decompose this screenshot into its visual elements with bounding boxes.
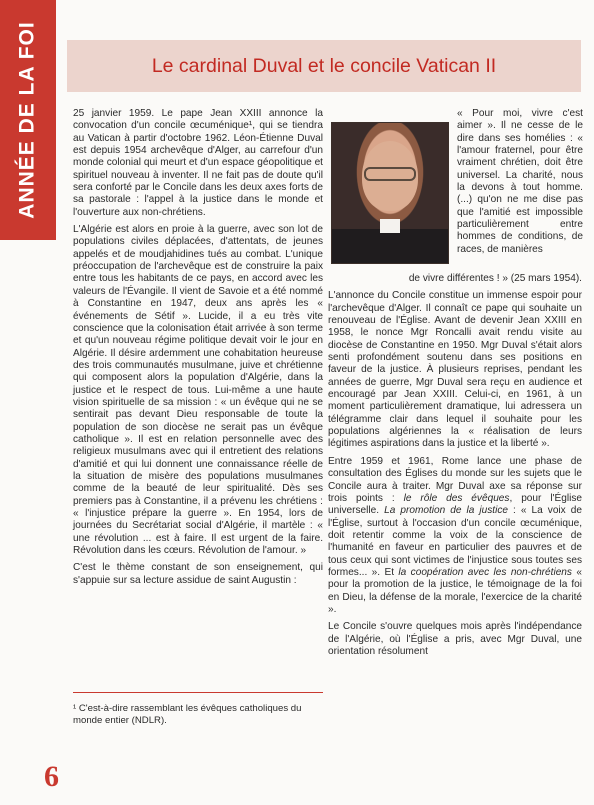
paragraph: Le Concile s'ouvre quelques mois après l'indépendance de l'Algérie, où l'Église a pris, avec Mgr Duval, une orientation résolument: [328, 621, 582, 657]
cassock: [332, 229, 448, 263]
clerical-collar: [380, 219, 400, 233]
section-label: ANNÉE DE LA FOI: [16, 21, 39, 219]
section-sidebar: [0, 0, 56, 240]
paragraph: L'Algérie est alors en proie à la guerre, avec son lot de populations civiles déplacées, d'attentats, de jeunes appelés et de moudjahidines tués au combat. L'unique préoccupation de l'archevêque est de construire la paix entre tous les habitants de ce pays, en accord avec les valeurs de l'Évangile. Il vient de Savoie et a été nommé à Constantine en 1947, deux ans après les « événements de Sétif ». Lucide, il a eu très vite conscience que la colonisation était arrivée à son terme et qu'un nouveau régime politique devait voir le jour en Algérie. Il désire ardemment une cohabitation heureuse des trois communautés musulmane, juive et chrétienne qui composent alors la population d'Algérie, dans la justice et le respect de tous. Lui-même a une haute vision spirituelle de sa mission : « un évêque qui ne se sentirait pas devant Dieu responsable de toute la population de son diocèse ne serait pas un évêque catholique ». Il est en relation personnelle avec des religieux musulmans avec qui il entretient des relations d'amitié et qui lui donnent une connaissance réelle de la situation de misère des populations musulmanes comme de la beauté de leur spiritualité. Dès ses premiers pas à Constantine, il a prévenu les chrétiens : « l'injustice prépare la guerre ». En 1954, lors de journées du Secrétariat social d'Algérie, il martèle : « une révolution ... est à faire. Il est urgent de la faire. Révolution dans les cœurs. Révolution de l'amour. »: [73, 224, 323, 557]
paragraph: L'annonce du Concile constitue un immense espoir pour l'archevêque d'Alger. Il connaît ce pape qui souhaite un renouveau de l'Église. Avant de devenir Jean XXIII en 1958, le nonce Mgr Roncalli avait rendu visite au diocèse de Constantine en 1950. Mgr Duval s'était alors senti profondément soutenu dans ses positions en faveur de la justice. À plusieurs reprises, pendant les années de guerre, Mgr Duval sera reçu en audience et encouragé par Jean XXIII. Celui-ci, en 1961, à un moment particulièrement dramatique, lui adressera un télégramme clair dans lequel il souhaite pour les populations algériennes la « réalisation de leurs légitimes aspirations dans la justice et la liberté ».: [328, 290, 582, 450]
left-column: [73, 108, 323, 592]
footnote-divider: [73, 692, 323, 693]
paragraph: C'est le thème constant de son enseignement, qui s'appuie sur sa lecture assidue de saint Augustin :: [73, 562, 323, 586]
title-banner: [67, 40, 581, 92]
footnote: ¹ C'est-à-dire rassemblant les évêques catholiques du monde entier (NDLR).: [73, 703, 302, 726]
paragraph: Entre 1959 et 1961, Rome lance une phase de consultation des Églises du monde sur les sujets que le Concile aura à traiter. Mgr Duval axe sa réponse sur trois points : le rôle des évêques, pour l'Église universelle. La promotion de la justice : « La voix de l'Église, surtout à l'occasion d'un concile œcuménique, doit retentir comme la voix de la conscience de l'humanité en faveur en particulier des pauvres et de tous ceux qui sont victimes de l'injustice sous toutes ses formes... ». Et la coopération avec les non-chrétiens « pour la promotion de la justice, le témoignage de la foi en Dieu, la défense de la morale, l'exercice de la charité ».: [328, 455, 582, 615]
quote-tail: de vivre différentes ! » (25 mars 1954).: [408, 273, 582, 284]
glasses: [364, 167, 416, 181]
paragraph: 25 janvier 1959. Le pape Jean XXIII annonce la convocation d'un concile œcuménique¹, qui se tiendra au Vatican à partir d'octobre 1962. Léon-Étienne Duval est depuis 1954 archevêque d'Alger, au carrefour d'un monde colonial qui meurt et d'un espace géopolitique et spirituel nouveau à inventer. Il ne fait pas de doute qu'il sera conforté par le Concile dans les deux axes forts de sa pastorale : l'appel à la justice dans le monde et l'ouverture aux non-chrétiens.: [73, 108, 323, 218]
right-column: [328, 273, 582, 663]
portrait-photo: [331, 122, 449, 264]
paragraph: « Pour moi, vivre c'est aimer ». Il ne cesse de le dire dans ses homélies : « l'amour fraternel, pour être vraiment chrétien, doit être universel. La charité, nous la devons à tout homme. (...) qu'on ne me dise pas que l'amitié est impossible particulièrement entre hommes de conditions, de races, de manières: [457, 108, 583, 255]
quote-column: [457, 108, 583, 261]
page-number: 6: [44, 760, 59, 793]
article-title: Le cardinal Duval et le concile Vatican II: [151, 54, 497, 77]
